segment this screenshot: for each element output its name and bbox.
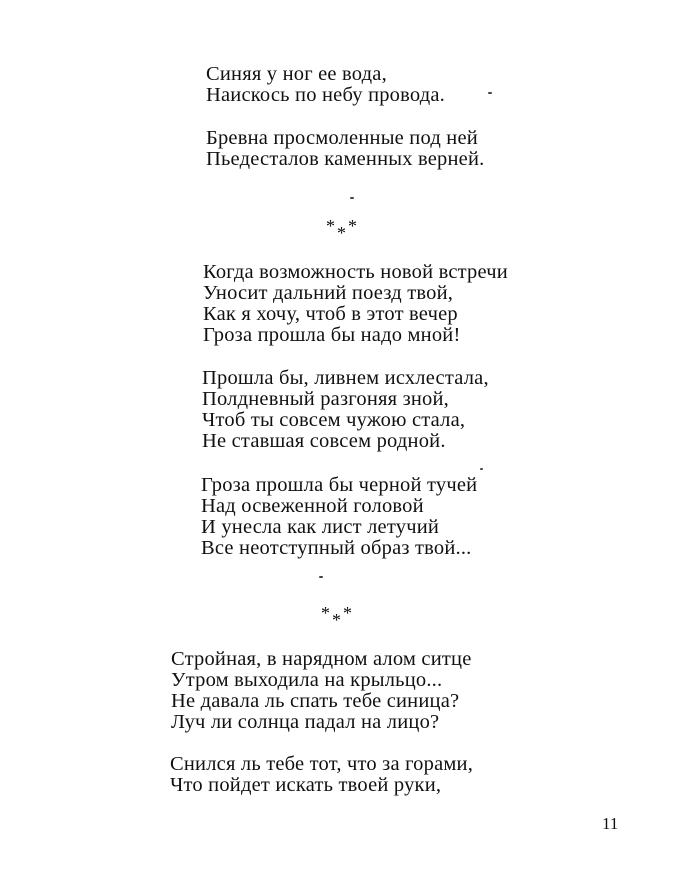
poem-line: Прошла бы, ливнем исхлестала, xyxy=(202,367,489,389)
poem-line: Гроза прошла бы надо мной! xyxy=(203,324,461,346)
print-speck xyxy=(480,468,483,470)
poem1-stanza-1 xyxy=(206,64,445,106)
poem-line: Что пойдет искать твоей руки, xyxy=(170,774,442,796)
poem-line: Чтоб ты совсем чужою стала, xyxy=(202,409,466,431)
poem-line: Над освеженной головой xyxy=(201,495,424,517)
poem-line: Полдневный разгоняя зной, xyxy=(202,388,449,410)
poem-line: Не давала ль спать тебе синица? xyxy=(171,690,460,712)
poem3-stanza-2 xyxy=(170,754,473,796)
asterisk: * xyxy=(343,603,354,623)
page-number: 11 xyxy=(602,814,619,833)
poem3-stanza-1 xyxy=(171,649,472,733)
poem-line: Когда возможность новой встречи xyxy=(203,261,508,283)
poem-line: Все неотступный образ твой... xyxy=(201,537,472,559)
asterisk: * xyxy=(321,603,332,623)
poem-line: И унесла как лист летучий xyxy=(201,516,440,538)
poem-line: Гроза прошла бы черной тучей xyxy=(201,474,478,496)
asterisk: * xyxy=(348,216,359,236)
poem-line: Утром выходила на крыльцо... xyxy=(171,669,443,691)
section-divider-asterisks xyxy=(326,216,359,243)
poem-line: Как я хочу, чтоб в этот вечер xyxy=(203,303,458,325)
poem-line: Наискось по небу провода. xyxy=(206,84,445,106)
poem1-stanza-2 xyxy=(206,128,484,170)
asterisk: * xyxy=(337,223,348,243)
poem-line: Уносит дальний поезд твой, xyxy=(203,282,454,304)
poem2-stanza-3 xyxy=(201,475,477,559)
poem2-stanza-1 xyxy=(203,262,508,346)
poem-line: Синяя у ног ее вода, xyxy=(206,63,387,85)
section-divider-asterisks xyxy=(321,603,354,630)
poem2-stanza-2 xyxy=(202,368,489,452)
print-speck xyxy=(319,576,323,578)
print-speck xyxy=(350,197,354,199)
poem-line: Снился ль тебе тот, что за горами, xyxy=(170,753,474,775)
poem-line: Стройная, в нарядном алом ситце xyxy=(171,648,472,670)
poem-line: Луч ли солнца падал на лицо? xyxy=(171,711,440,733)
poem-line: Бревна просмоленные под ней xyxy=(206,127,478,149)
poem-line: Пьедесталов каменных верней. xyxy=(206,148,485,170)
asterisk: * xyxy=(326,216,337,236)
poem-line: Не ставшая совсем родной. xyxy=(202,430,446,452)
asterisk: * xyxy=(332,610,343,630)
print-speck xyxy=(488,92,492,94)
